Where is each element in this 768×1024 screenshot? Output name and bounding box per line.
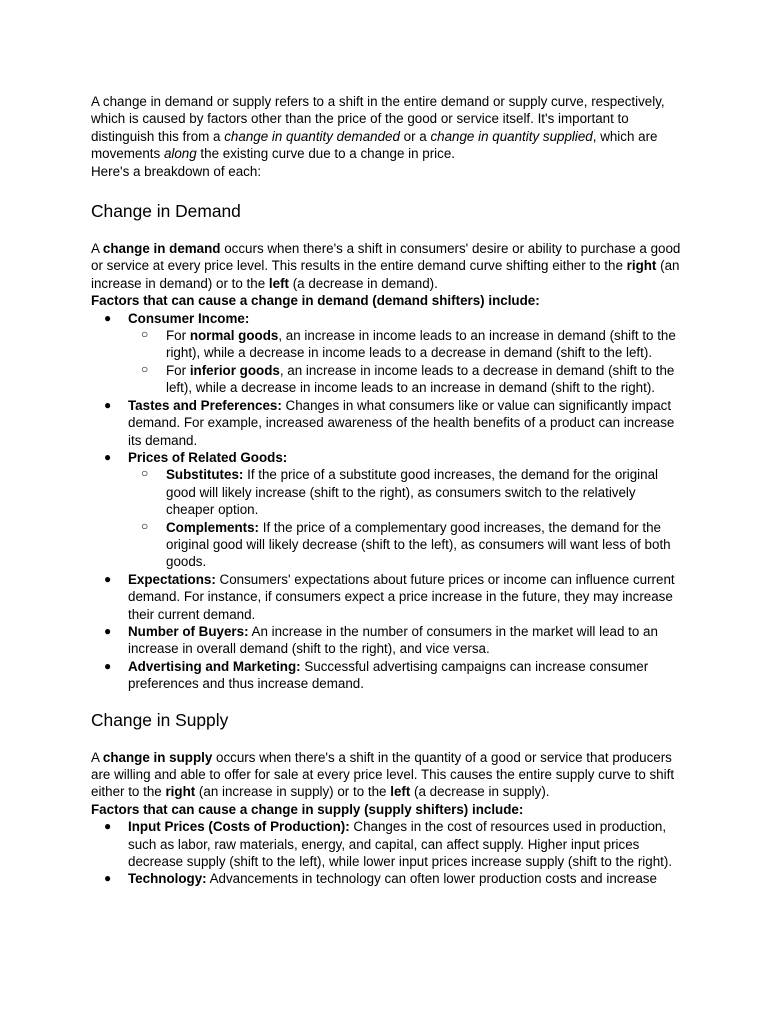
list-item-text: Changes in what consumers like or value can significantly impact demand. For example, increased awareness of the health benefits of a product can increase its demand. bbox=[128, 397, 675, 448]
list-item-label: Expectations: bbox=[128, 571, 216, 587]
list-item-advertising-marketing bbox=[91, 658, 687, 693]
list-item-label: Number of Buyers: bbox=[128, 623, 249, 639]
list-item-label: Tastes and Preferences: bbox=[128, 397, 282, 413]
list-item-text: , an increase in income leads to an increase in demand (shift to the right), while a decrease in income leads to a decrease in demand (shift to the left). bbox=[166, 328, 676, 361]
heading-change-in-demand: Change in Demand bbox=[91, 201, 241, 222]
supply-text: (an increase in supply) or to the bbox=[195, 784, 391, 800]
sub-bullet-icon: ○ bbox=[141, 361, 149, 376]
list-item-text: If the price of a substitute good increases, the demand for the original good will likely increase (shift to the right), as consumers switch to the relatively cheaper option. bbox=[166, 467, 658, 518]
document-body bbox=[91, 93, 687, 888]
list-item-term: normal goods bbox=[189, 328, 279, 344]
demand-right-term: right bbox=[626, 258, 657, 274]
supply-term: change in supply bbox=[102, 749, 213, 765]
list-item-label: Consumer Income: bbox=[128, 310, 250, 326]
related-goods-sublist bbox=[128, 466, 687, 570]
supply-right-term: right bbox=[165, 784, 196, 800]
demand-term: change in demand bbox=[102, 241, 221, 257]
list-item-label: Substitutes: bbox=[166, 467, 244, 483]
intro-emphasis-quantity-supplied: change in quantity supplied bbox=[430, 128, 593, 144]
intro-emphasis-quantity-demanded: change in quantity demanded bbox=[224, 128, 400, 144]
demand-text: (an increase in demand) or to the bbox=[91, 258, 680, 291]
supply-definition-paragraph bbox=[91, 749, 687, 801]
list-item-term: inferior goods bbox=[189, 362, 280, 378]
heading-change-in-supply: Change in Supply bbox=[91, 709, 229, 730]
intro-emphasis-along: along bbox=[163, 146, 197, 162]
sublist-item-normal-goods bbox=[128, 327, 687, 362]
demand-factors-heading bbox=[91, 292, 687, 309]
demand-definition-paragraph bbox=[91, 240, 687, 292]
bullet-icon: ● bbox=[104, 397, 112, 412]
list-item-text: Changes in the cost of resources used in production, such as labor, raw materials, energy, and capital, can affect supply. Higher input prices decrease supply (shift to the left), while lower input prices increase supply (shift to the right). bbox=[128, 819, 673, 870]
demand-text: occurs when there's a shift in consumers' desire or ability to purchase a good or service at every price level. This results in the entire demand curve shifting either to the bbox=[91, 241, 681, 274]
list-item-text: If the price of a complementary good increases, the demand for the original good will likely decrease (shift to the left), as consumers will want less of both goods. bbox=[166, 519, 671, 570]
supply-factors-list bbox=[91, 818, 687, 888]
intro-text: the existing curve due to a change in price. bbox=[196, 146, 456, 162]
consumer-income-sublist bbox=[128, 327, 687, 397]
list-item-text: For bbox=[166, 362, 190, 378]
sublist-item-complements bbox=[128, 519, 687, 571]
supply-factors-heading bbox=[91, 801, 687, 818]
list-item-text: , an increase in income leads to a decrease in demand (shift to the left), while a decrease in income leads to an increase in demand (shift to the right). bbox=[166, 362, 675, 396]
list-item-text: Successful advertising campaigns can increase consumer preferences and thus increase demand. bbox=[128, 658, 649, 692]
demand-factors-heading-text: Factors that can cause a change in demand (demand shifters) include: bbox=[91, 293, 540, 309]
bullet-icon: ● bbox=[104, 310, 112, 325]
bullet-icon: ● bbox=[104, 449, 112, 464]
intro-breakdown-line: Here's a breakdown of each: bbox=[91, 163, 262, 179]
bullet-icon: ● bbox=[104, 871, 112, 886]
intro-paragraph bbox=[91, 93, 687, 163]
bullet-icon: ● bbox=[104, 819, 112, 834]
list-item-related-goods bbox=[91, 449, 687, 571]
demand-text: (a decrease in demand). bbox=[289, 275, 438, 291]
list-item-text: For bbox=[166, 328, 190, 344]
sub-bullet-icon: ○ bbox=[141, 466, 149, 481]
demand-left-term: left bbox=[268, 275, 289, 291]
sub-bullet-icon: ○ bbox=[141, 327, 149, 342]
list-item-number-of-buyers bbox=[91, 623, 687, 658]
supply-left-term: left bbox=[390, 784, 411, 800]
list-item-technology bbox=[91, 870, 687, 887]
bullet-icon: ● bbox=[104, 623, 112, 638]
list-item-tastes-preferences bbox=[91, 397, 687, 449]
list-item-expectations bbox=[91, 571, 687, 623]
supply-text: occurs when there's a shift in the quantity of a good or service that producers are willing and able to offer for sale at every price level. This causes the entire supply curve to shift either to the bbox=[91, 749, 675, 800]
demand-factors-list bbox=[91, 310, 687, 693]
intro-text: A change in demand or supply refers to a shift in the entire demand or supply curve, respectively, which is caused by factors other than the price of the good or service itself. It's important to distinguish this from a bbox=[91, 94, 665, 144]
list-item-label: Input Prices (Costs of Production): bbox=[128, 819, 350, 835]
bullet-icon: ● bbox=[104, 571, 112, 586]
list-item-text: Consumers' expectations about future prices or income can influence current demand. For instance, if consumers expect a price increase in the future, they may increase their current demand. bbox=[128, 571, 675, 622]
sublist-item-substitutes bbox=[128, 466, 687, 518]
supply-factors-heading-text: Factors that can cause a change in supply (supply shifters) include: bbox=[91, 801, 524, 817]
bullet-icon: ● bbox=[104, 658, 112, 673]
list-item-label: Complements: bbox=[166, 519, 260, 535]
supply-text: A bbox=[91, 749, 103, 765]
demand-text: A bbox=[91, 241, 103, 257]
list-item-label: Prices of Related Goods: bbox=[128, 449, 288, 465]
list-item-consumer-income bbox=[91, 310, 687, 397]
intro-text: or a bbox=[399, 128, 431, 144]
supply-text: (a decrease in supply). bbox=[410, 784, 550, 800]
list-item-input-prices bbox=[91, 818, 687, 870]
list-item-text: An increase in the number of consumers in the market will lead to an increase in overall demand (shift to the right), and vice versa. bbox=[128, 623, 658, 657]
sublist-item-inferior-goods bbox=[128, 362, 687, 397]
list-item-label: Advertising and Marketing: bbox=[128, 658, 301, 674]
list-item-text: Advancements in technology can often lower production costs and increase bbox=[206, 871, 657, 887]
list-item-label: Technology: bbox=[128, 871, 207, 887]
sub-bullet-icon: ○ bbox=[141, 518, 149, 533]
intro-text: , which are movements bbox=[91, 128, 658, 162]
